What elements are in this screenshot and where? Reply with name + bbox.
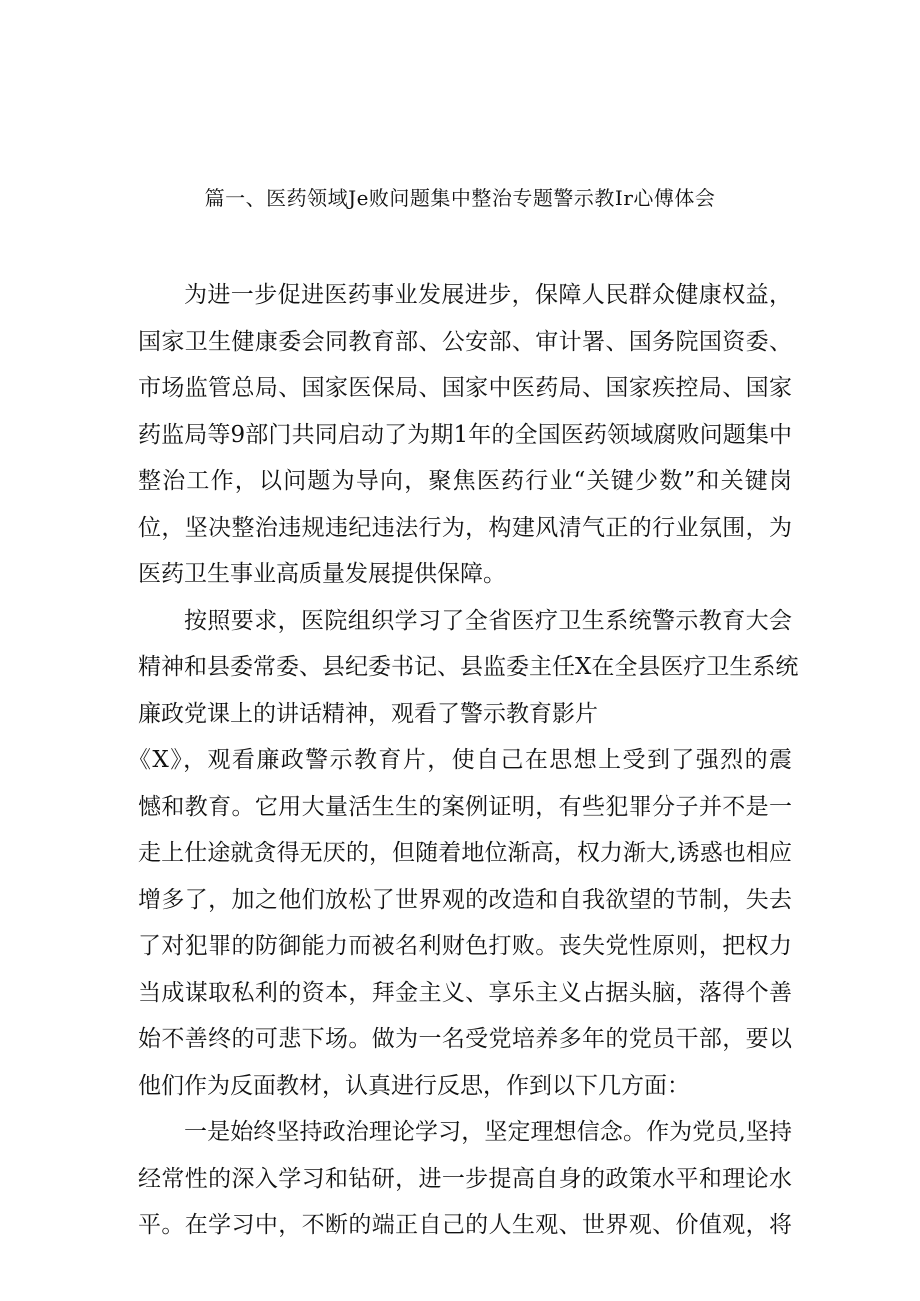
document-title: 篇一、医药领域Je败问题集中整治专题警示教Ir心傅体会 (204, 186, 716, 210)
paragraph-1-line-4: 药监局等9部门共同启动了为期1年的全国医药领域腐败问题集中 (138, 421, 792, 448)
paragraph-2-line-6: 走上仕途就贪得无厌的，但随着地位渐高，权力渐大,诱惑也相应 (138, 840, 792, 866)
paragraph-1-line-2: 国家卫生健康委会同教育部、公安部、审计署、国务院国资委、 (138, 328, 792, 355)
paragraph-2-line-2: 精神和县委常委、县纪委书记、县监委主任X在全县医疗卫生系统 (138, 654, 799, 680)
paragraph-2-line-10: 始不善终的可悲下场。做为一名受党培养多年的党员干部，要以 (138, 1026, 792, 1052)
paragraph-2-line-9: 当成谋取私利的资本，拜金主义、享乐主义占据头脑，落得个善 (138, 979, 792, 1006)
paragraph-2-line-4: 《X》，观看廉政警示教育片，使自己在思想上受到了强烈的震 (128, 747, 792, 773)
paragraph-1-line-6: 位，坚决整治违规违纪违法行为，构建风清气正的行业氛围，为 (138, 514, 792, 541)
paragraph-2-line-7: 增多了，加之他们放松了世界观的改造和自我欲望的节制，失去 (138, 886, 792, 913)
paragraph-1-line-7: 医药卫生事业高质量发展提供保障。 (138, 561, 506, 587)
paragraph-3-line-3: 平。在学习中，不断的端正自己的人生观、世界观、价值观，将 (138, 1212, 792, 1238)
paragraph-1-line-3: 市场监管总局、国家医保局、国家中医药局、国家疾控局、国家 (138, 375, 792, 401)
paragraph-2-line-5: 憾和教育。它用大量活生生的案例证明，有些犯罪分子并不是一 (138, 793, 792, 820)
paragraph-1-line-1: 为进一步促进医药事业发展进步，保障人民群众健康权益， (184, 282, 792, 308)
paragraph-2-line-3: 廉政党课上的讲话精神，观看了警示教育影片 (138, 700, 598, 727)
paragraph-2-line-8: 了对犯罪的防御能力而被名利财色打败。丧失党性原则，把权力 (138, 933, 792, 959)
paragraph-1-line-5: 整治工作，以问题为导向，聚焦医药行业“关键少数”和关键岗 (138, 468, 792, 494)
paragraph-2-line-1: 按照要求，医院组织学习了全省医疗卫生系统警示教育大会 (184, 607, 792, 634)
document-body (128, 272, 799, 1249)
paragraph-3-line-2: 经常性的深入学习和钻研，进一步提高自身的政策水平和理论水 (138, 1165, 792, 1192)
paragraph-2-line-11: 他们作为反面教材，认真进行反思，作到以下几方面： (138, 1072, 690, 1099)
paragraph-3-line-1: 一是始终坚持政治理论学习，坚定理想信念。作为党员,坚持 (184, 1119, 792, 1145)
